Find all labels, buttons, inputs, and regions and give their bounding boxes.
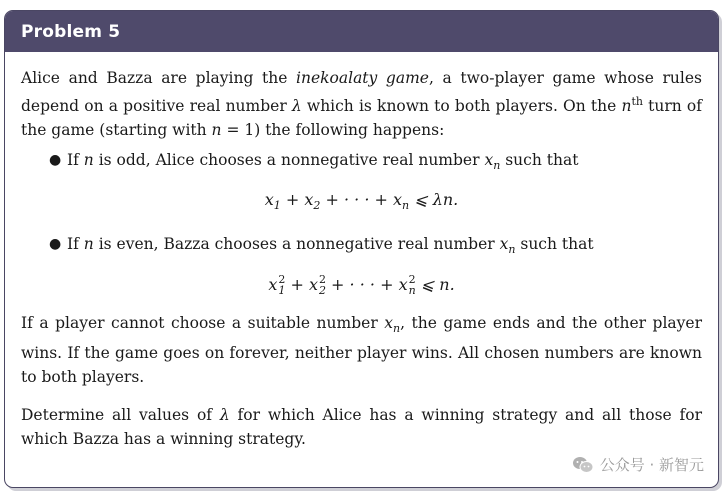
question-paragraph: Determine all values of λ for which Alice has a winning strategy and all those for which Bazza has a winning strategy. xyxy=(21,405,703,448)
equation-alice: $x_1 + x_2$ + · · · + $x_n$ ⩽ λn. xyxy=(264,190,459,213)
watermark-text: 公众号 · 新智元 xyxy=(599,456,704,474)
problem-header xyxy=(5,11,718,52)
problem-body xyxy=(5,52,718,451)
bullet-odd-text: If n is odd, Alice chooses a nonnegative real number $x_n$ such that xyxy=(67,151,579,173)
intro-paragraph: Alice and Bazza are playing the inekoalaty game, a two-player game whose rules depend on a positive real number λ which is known to both players. On the $n^{th}$ turn of the game (starting with n = 1) the following happens: xyxy=(21,69,702,140)
rules-paragraph: If a player cannot choose a suitable number $x_n$, the game ends and the other player wins. If the game goes on forever, neither player wins. All chosen numbers are known to both players. xyxy=(21,313,703,386)
bullet-dot: ● xyxy=(49,236,62,253)
bullet-even xyxy=(21,232,702,262)
problem-box xyxy=(4,10,719,488)
problem-title: Problem 5 xyxy=(21,21,121,42)
wechat-icon xyxy=(572,456,594,474)
watermark xyxy=(572,454,704,475)
bullet-dot: ● xyxy=(49,152,62,169)
bullet-odd xyxy=(21,148,702,178)
equation-bazza: x 2 1 + x 2 2 + · · · + x 2 n ⩽ n. xyxy=(268,273,455,298)
bullet-even-text: If n is even, Bazza chooses a nonnegative real number $x_n$ such that xyxy=(67,235,594,257)
